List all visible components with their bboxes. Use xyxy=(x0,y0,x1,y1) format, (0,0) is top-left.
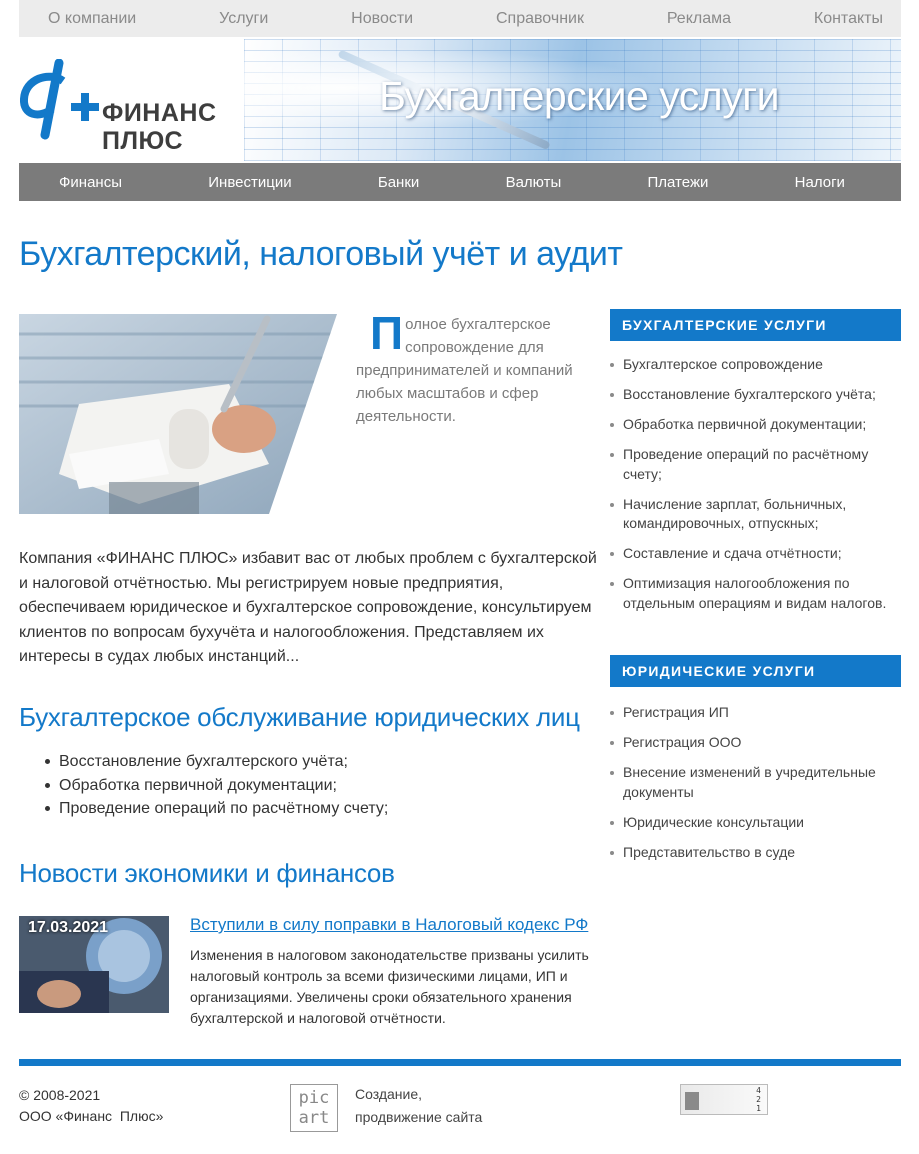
intro-text: олное бухгалтерское сопровождение для предпринимателей и компаний любых масштабов и сфер деятельности. xyxy=(356,316,573,425)
main-nav-finance[interactable]: Финансы xyxy=(59,173,122,191)
main-nav xyxy=(19,163,901,201)
logo-line2: ПЛЮС xyxy=(102,127,184,155)
footer-copyright xyxy=(19,1085,163,1127)
developer-link[interactable] xyxy=(355,1083,482,1129)
section-news-title: Новости экономики и финансов xyxy=(19,858,395,888)
sidebar-item-register-ooo[interactable]: Регистрация ООО xyxy=(623,733,898,753)
news-summary: Изменения в налоговом законодательстве призваны усилить налоговый контроль за всеми физическими лицами, ИП и организациями. Увеличены сроки обязательного хранения бухгалтерской и налоговой отчётности. xyxy=(190,947,589,1026)
picart-top: pic xyxy=(298,1088,330,1108)
main-nav-taxes[interactable]: Налоги xyxy=(794,173,845,191)
company-name: ООО «Финанс Плюс» xyxy=(19,1108,164,1124)
list-item: Проведение операций по расчётному счету; xyxy=(59,797,388,821)
sidebar-item-primary-docs[interactable]: Обработка первичной документации; xyxy=(623,415,898,435)
section-accounting-list xyxy=(59,750,388,821)
banner-title: Бухгалтерские услуги xyxy=(379,73,780,119)
visit-counter[interactable] xyxy=(680,1084,768,1115)
sidebar-item-accounting-support[interactable]: Бухгалтерское сопровождение xyxy=(623,355,898,375)
header-banner xyxy=(244,39,901,161)
counter-value: 2 xyxy=(756,1095,761,1104)
dev-line1: Создание, xyxy=(355,1086,423,1102)
logo-mark-icon xyxy=(19,59,101,141)
counter-chart-icon xyxy=(685,1092,699,1110)
intro-dropcap: П xyxy=(370,307,404,359)
counter-value: 1 xyxy=(756,1104,761,1113)
list-item: Обработка первичной документации; xyxy=(59,774,388,798)
sidebar-item-bank-operations[interactable]: Проведение операций по расчётному счету; xyxy=(623,445,898,484)
sidebar-item-accounting-restore[interactable]: Восстановление бухгалтерского учёта; xyxy=(623,385,898,405)
lead-paragraph: Компания «ФИНАНС ПЛЮС» избавит вас от любых проблем с бухгалтерской и налоговой отчётностью. Мы регистрируем новые предприятия, обеспечиваем юридическое и бухгалтерское сопровождение, консультируем клиентов по вопросам бухучёта и налогообложения. Представляем их интересы в судах любых инстанций... xyxy=(19,550,597,665)
list-item: Восстановление бухгалтерского учёта; xyxy=(59,750,388,774)
top-nav-contacts[interactable]: Контакты xyxy=(813,9,883,27)
main-nav-payments[interactable]: Платежи xyxy=(647,173,709,191)
sidebar-item-tax-optimization[interactable]: Оптимизация налогообложения по отдельным операциям и видам налогов. xyxy=(623,574,898,613)
site-logo[interactable] xyxy=(19,59,219,155)
hero-writing-image xyxy=(19,314,337,514)
counter-value: 4 xyxy=(756,1086,761,1095)
sidebar-item-reporting[interactable]: Составление и сдача отчётности; xyxy=(623,544,898,564)
section-accounting-title: Бухгалтерское обслуживание юридических лиц xyxy=(19,702,580,732)
logo-line1: ФИНАНС xyxy=(102,99,217,127)
sidebar-item-payroll[interactable]: Начисление зарплат, больничных, командировочных, отпускных; xyxy=(623,495,898,534)
picart-logo[interactable] xyxy=(290,1084,338,1132)
sidebar-legal-header: ЮРИДИЧЕСКИЕ УСЛУГИ xyxy=(610,655,901,687)
news-title-link[interactable]: Вступили в силу поправки в Налоговый кодекс РФ xyxy=(190,915,589,934)
page-title: Бухгалтерский, налоговый учёт и аудит xyxy=(19,235,623,273)
picart-bottom: art xyxy=(298,1108,330,1128)
copyright-years: © 2008-2021 xyxy=(19,1087,101,1103)
sidebar-item-charter-changes[interactable]: Внесение изменений в учредительные документы xyxy=(623,763,898,802)
sidebar-item-court-representation[interactable]: Представительство в суде xyxy=(623,843,898,863)
top-nav-reference[interactable]: Справочник xyxy=(495,9,584,27)
sidebar-accounting-list xyxy=(623,355,898,624)
header xyxy=(19,37,901,162)
main-nav-banks[interactable]: Банки xyxy=(377,173,420,191)
top-nav xyxy=(19,0,901,37)
sidebar-accounting-header: БУХГАЛТЕРСКИЕ УСЛУГИ xyxy=(610,309,901,341)
top-nav-news[interactable]: Новости xyxy=(351,9,414,27)
sidebar-item-legal-consulting[interactable]: Юридические консультации xyxy=(623,813,898,833)
main-nav-currencies[interactable]: Валюты xyxy=(505,173,562,191)
top-nav-ads[interactable]: Реклама xyxy=(666,9,732,27)
top-nav-about[interactable]: О компании xyxy=(48,9,137,27)
main-nav-investments[interactable]: Инвестиции xyxy=(208,173,292,191)
dev-line2: продвижение сайта xyxy=(355,1109,483,1125)
sidebar-legal-list xyxy=(623,703,898,873)
sidebar-item-register-ip[interactable]: Регистрация ИП xyxy=(623,703,898,723)
news-date: 17.03.2021 xyxy=(28,919,109,936)
top-nav-services[interactable]: Услуги xyxy=(219,9,269,27)
intro-paragraph xyxy=(356,307,586,428)
counter-values xyxy=(756,1086,761,1113)
logo-text xyxy=(102,99,217,155)
footer-divider xyxy=(19,1059,901,1066)
